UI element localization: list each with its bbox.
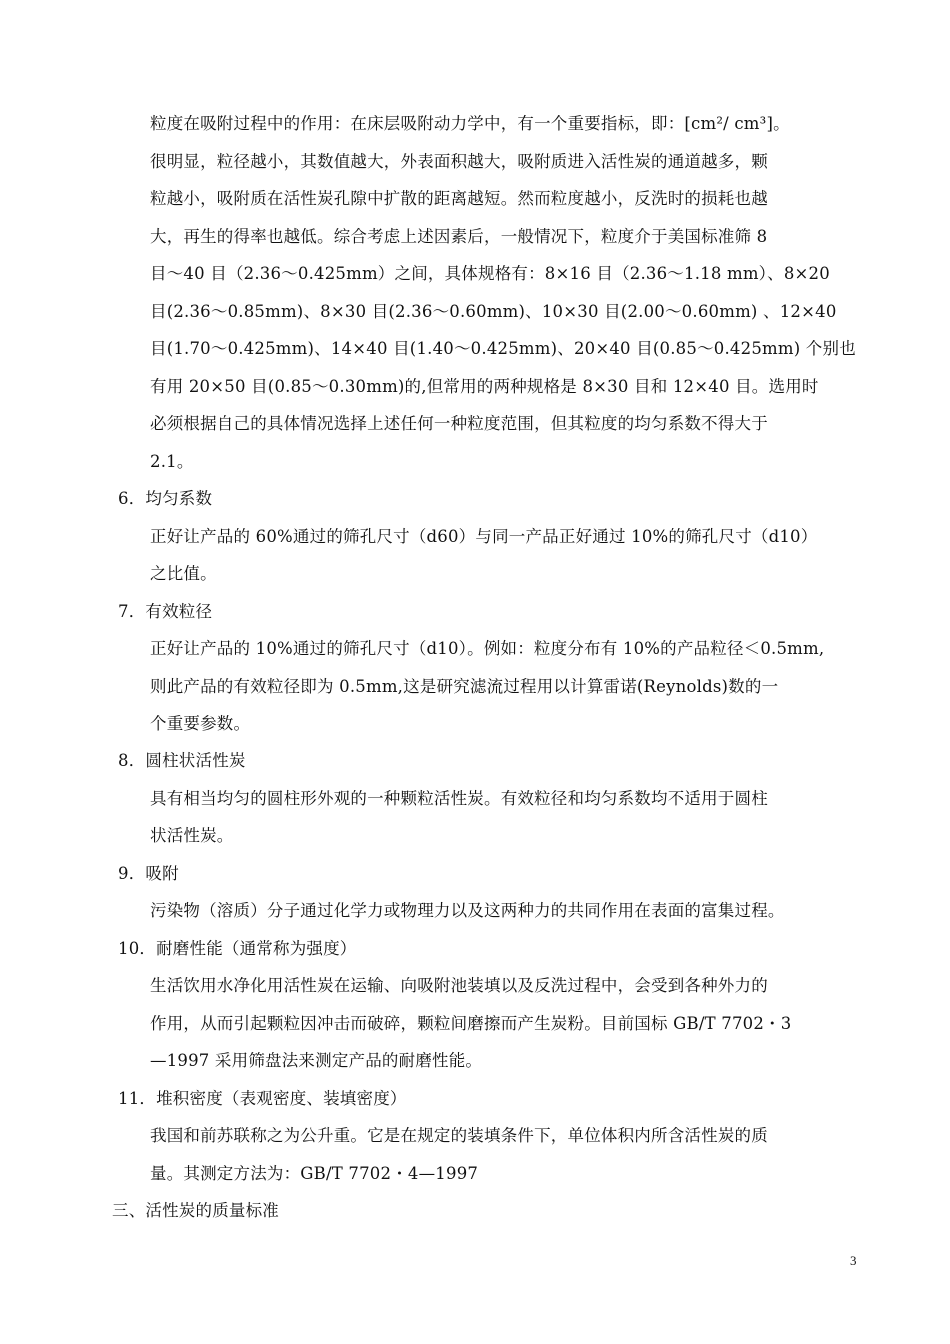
text-line: 有用 20×50 目(0.85～0.30mm)的,但常用的两种规格是 8×30 目和 12×40 目。选用时 [150,377,819,396]
text-line: 则此产品的有效粒径即为 0.5mm,这是研究滤流过程用以计算雷诺(Reynolds)数的一 [150,677,779,696]
text-line: 我国和前苏联称之为公升重。它是在规定的装填条件下，单位体积内所含活性炭的质 [150,1126,768,1145]
text-line: 2.1。 [150,452,194,471]
text-line: —1997 采用筛盘法来测定产品的耐磨性能。 [150,1051,483,1070]
text-line: 目(1.70～0.425mm)、14×40 目(1.40～0.425mm)、20×40 目(0.85～0.425mm) 个别也 [150,339,856,358]
text-line: 个重要参数。 [150,714,251,733]
text-line: 目～40 目（2.36～0.425mm）之间，具体规格有：8×16 目（2.36～1.18 mm）、8×20 [150,264,830,283]
text-line: 正好让产品的 10%通过的筛孔尺寸（d10）。例如：粒度分布有 10%的产品粒径＜0.5mm, [150,639,825,658]
text-line: 大，再生的得率也越低。综合考虑上述因素后，一般情况下，粒度介于美国标准筛 8 [150,227,768,246]
text-line: 目(2.36～0.85mm)、8×30 目(2.36～0.60mm)、10×30 目(2.00～0.60mm) 、12×40 [150,302,837,321]
section-heading-8: 8．圆柱状活性炭 [118,751,246,770]
section-heading-6: 6．均匀系数 [118,489,213,508]
section-heading-9: 9．吸附 [118,864,179,883]
text-line: 状活性炭。 [150,826,234,845]
text-line: 作用，从而引起颗粒因冲击而破碎，颗粒间磨擦而产生炭粉。目前国标 GB/T 7702・3 [150,1014,792,1033]
text-line: 粒度在吸附过程中的作用：在床层吸附动力学中，有一个重要指标，即：[cm²/ cm³]。 [150,114,790,133]
text-line: 之比值。 [150,564,217,583]
section-title-quality-standard: 三、活性炭的质量标准 [112,1201,279,1220]
page-number: 3 [850,1253,857,1268]
section-heading-10: 10．耐磨性能（通常称为强度） [118,939,357,958]
text-line: 生活饮用水净化用活性炭在运输、向吸附池装填以及反洗过程中，会受到各种外力的 [150,976,768,995]
text-line: 粒越小，吸附质在活性炭孔隙中扩散的距离越短。然而粒度越小，反洗时的损耗也越 [150,189,768,208]
section-heading-11: 11．堆积密度（表观密度、装填密度） [118,1089,407,1108]
text-line: 具有相当均匀的圆柱形外观的一种颗粒活性炭。有效粒径和均匀系数均不适用于圆柱 [150,789,768,808]
text-line: 量。其测定方法为：GB/T 7702・4—1997 [150,1164,479,1183]
text-line: 正好让产品的 60%通过的筛孔尺寸（d60）与同一产品正好通过 10%的筛孔尺寸（d10） [150,527,818,546]
text-line: 污染物（溶质）分子通过化学力或物理力以及这两种力的共同作用在表面的富集过程。 [150,901,785,920]
text-line: 必须根据自己的具体情况选择上述任何一种粒度范围，但其粒度的均匀系数不得大于 [150,414,768,433]
section-heading-7: 7．有效粒径 [118,602,213,621]
text-line: 很明显，粒径越小，其数值越大，外表面积越大，吸附质进入活性炭的通道越多，颗 [150,152,768,171]
